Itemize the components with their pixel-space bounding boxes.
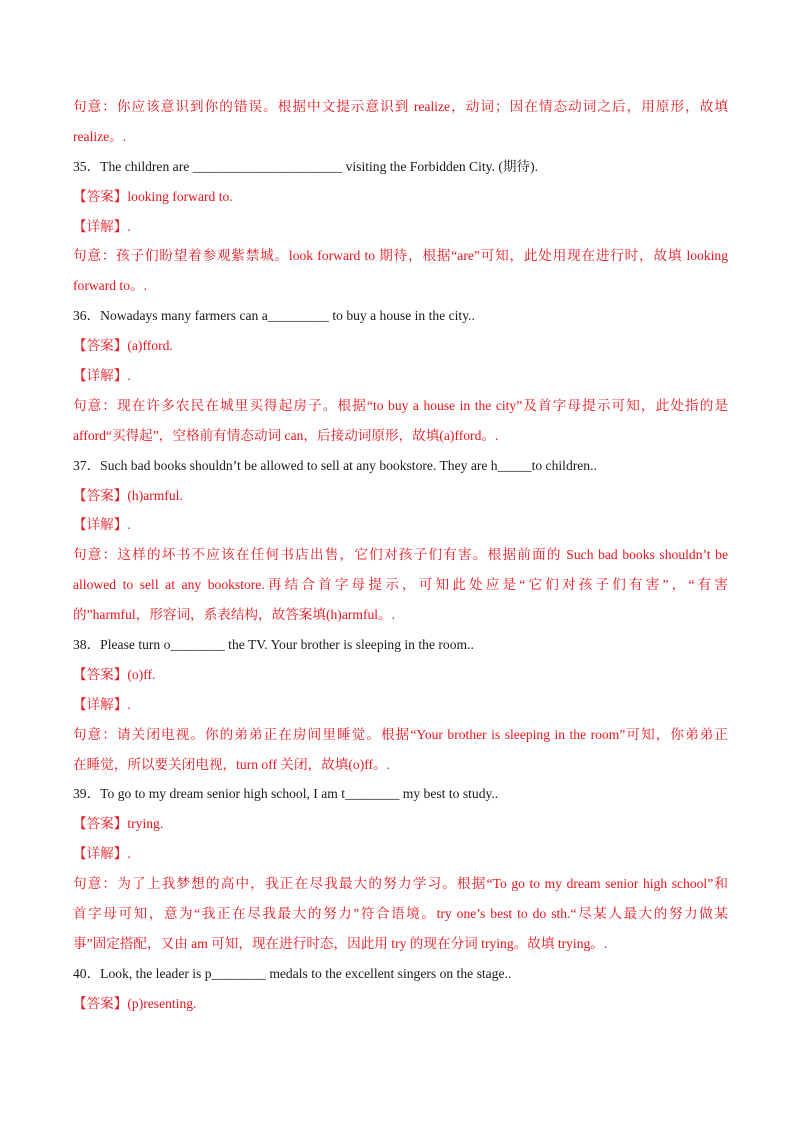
explanation-36: afford“买得起”，空格前有情态动词 can，后接动词原形，故填(a)fford。.: [73, 427, 499, 443]
explanation-39: 事”固定搭配，又由 am 可知，现在进行时态，因此用 try 的现在分词 trying。故填 trying。.: [73, 935, 608, 951]
explanation-35: forward to。.: [73, 278, 147, 294]
detail-heading-38: 【详解】.: [73, 696, 131, 712]
explanation-38: 在睡觉，所以要关闭电视，turn off 关闭，故填(o)ff。.: [73, 756, 391, 772]
answer-40: 【答案】(p)resenting.: [73, 995, 197, 1011]
explanation-35: 句意：孩子们盼望着参观紫禁城。look forward to 期待，根据“are”可知，此处用现在进行时，故填 looking: [73, 248, 728, 264]
text-line: 句意：你应该意识到你的错误。根据中文提示意识到 realize，动词；因在情态动词之后，用原形，故填: [73, 99, 728, 114]
question-38: 38．Please turn o________ the TV. Your brother is sleeping in the room..: [73, 637, 474, 653]
question-37: 37．Such bad books shouldn’t be allowed to sell at any bookstore. They are h_____to children..: [73, 457, 597, 473]
explanation-36: 句意：现在许多农民在城里买得起房子。根据“to buy a house in the city”及首字母提示可知，此处指的是: [73, 397, 728, 413]
text-line: realize。.: [73, 128, 127, 144]
explanation-37: allowed to sell at any bookstore.再结合首字母提示，可知此处应是“它们对孩子们有害”，“有害: [73, 577, 728, 593]
explanation-38: 句意：请关闭电视。你的弟弟正在房间里睡觉。根据“Your brother is sleeping in the room”可知，你弟弟正: [73, 726, 728, 742]
question-36: 36．Nowadays many farmers can a_________ to buy a house in the city..: [73, 308, 475, 324]
question-40: 40．Look, the leader is p________ medals to the excellent singers on the stage..: [73, 965, 512, 981]
detail-heading-37: 【详解】.: [73, 517, 131, 533]
document-page: [73, 92, 728, 1019]
detail-heading-36: 【详解】.: [73, 368, 131, 384]
detail-heading-35: 【详解】.: [73, 218, 131, 234]
question-35: 35．The children are ______________________ visiting the Forbidden City. (期待).: [73, 158, 539, 174]
answer-37: 【答案】(h)armful.: [73, 487, 183, 503]
explanation-39: 首字母可知，意为“我正在尽我最大的努力”符合语境。try one’s best to do sth.“尽某人最大的努力做某: [73, 906, 728, 922]
answer-39: 【答案】trying.: [73, 816, 164, 832]
explanation-39: 句意：为了上我梦想的高中，我正在尽我最大的努力学习。根据“To go to my dream senior high school”和: [73, 876, 728, 892]
question-39: 39．To go to my dream senior high school, I am t________ my best to study..: [73, 786, 499, 802]
answer-35: 【答案】looking forward to.: [73, 188, 233, 204]
answer-38: 【答案】(o)ff.: [73, 666, 156, 682]
explanation-37: 句意：这样的坏书不应该在任何书店出售，它们对孩子们有害。根据前面的 Such bad books shouldn’t be: [73, 547, 728, 563]
detail-heading-39: 【详解】.: [73, 846, 131, 862]
answer-36: 【答案】(a)fford.: [73, 338, 173, 354]
explanation-37: 的”harmful，形容词，系表结构，故答案填(h)armful。.: [73, 607, 396, 623]
